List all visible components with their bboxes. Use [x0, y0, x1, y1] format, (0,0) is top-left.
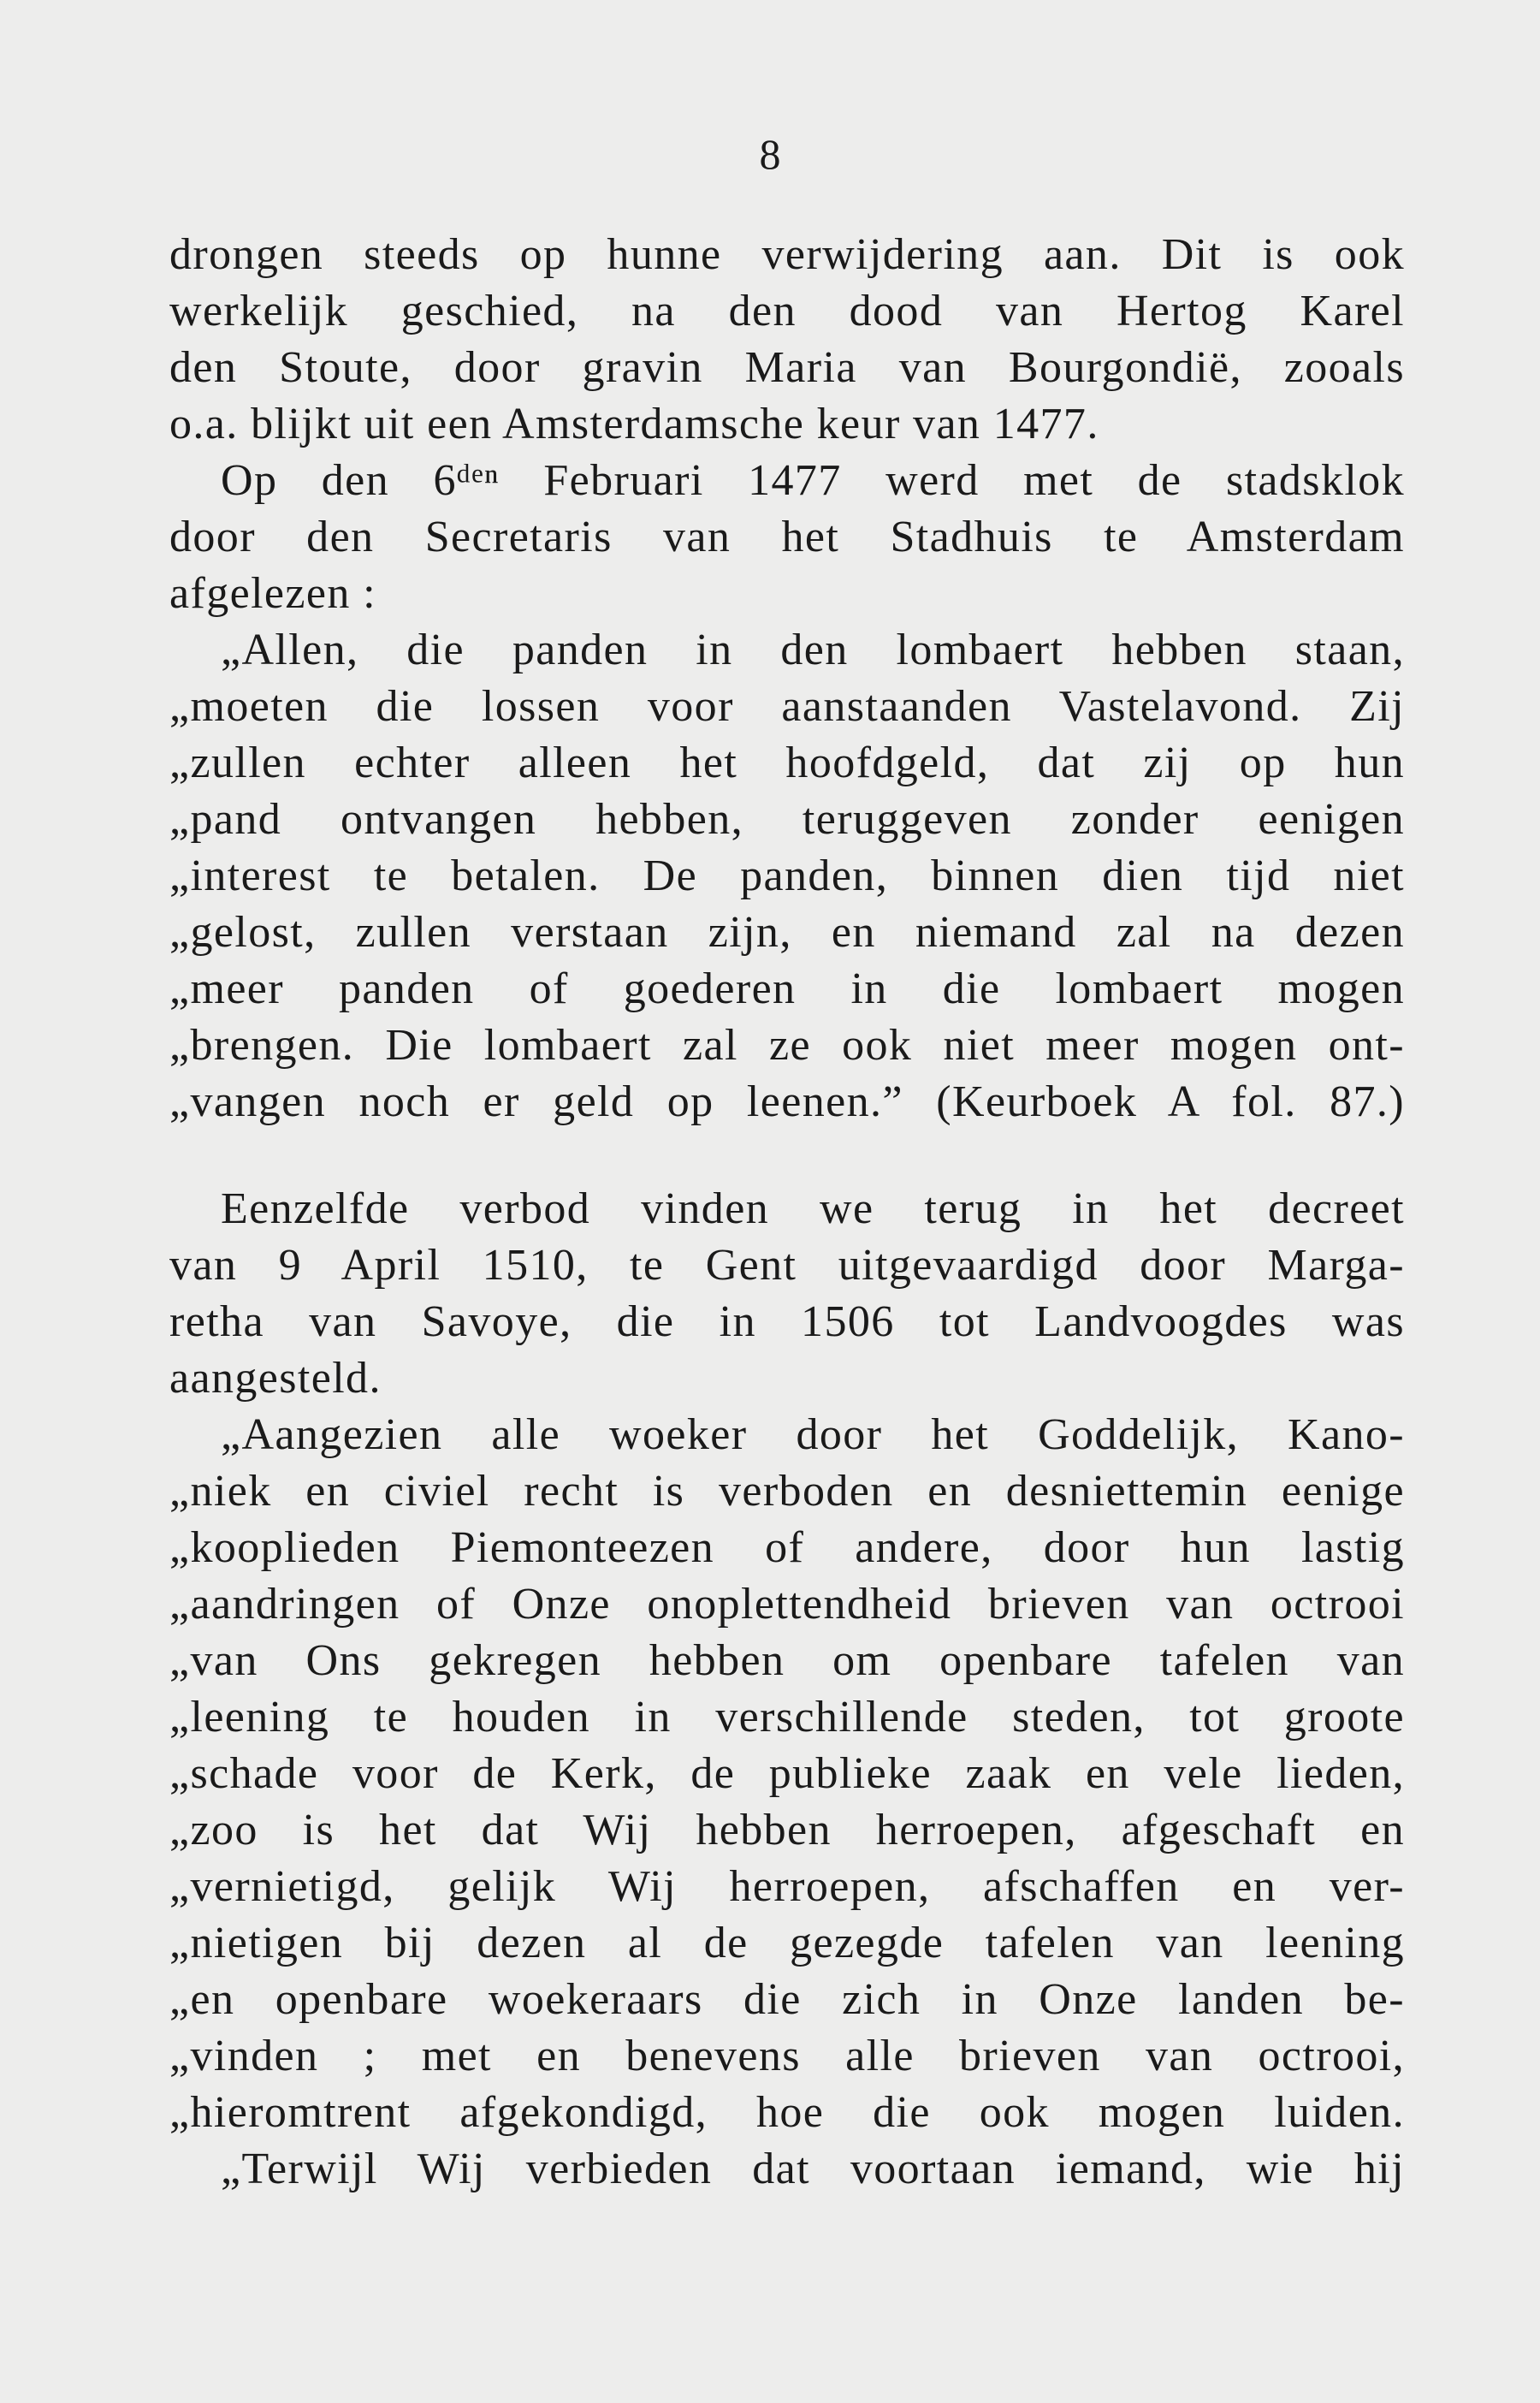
text-line: „zullen echter alleen het hoofdgeld, dat zij op hun: [169, 739, 1405, 787]
text-line: „pand ontvangen hebben, teruggeven zonder eenigen: [169, 795, 1405, 844]
text-line: „aandringen of Onze onoplettendheid brieven van octrooi: [169, 1580, 1405, 1629]
paragraph-block-keur: [169, 227, 1405, 1130]
text-line: „kooplieden Piemonteezen of andere, door hun lastig: [169, 1523, 1405, 1572]
text-line: o.a. blijkt uit een Amsterdamsche keur van 1477.: [169, 400, 1099, 448]
text-line: „brengen. Die lombaert zal ze ook niet meer mogen ont-: [169, 1021, 1405, 1070]
text-line: „Allen, die panden in den lombaert hebben staan,: [221, 626, 1405, 674]
text-line: den Stoute, door gravin Maria van Bourgondië, zooals: [169, 343, 1405, 392]
text-line: „niek en civiel recht is verboden en desniettemin eenige: [169, 1467, 1405, 1516]
text-line: „leening te houden in verschillende steden, tot groote: [169, 1693, 1405, 1741]
paragraph-block-decreet: [169, 1181, 1405, 2198]
text-line: „Terwijl Wij verbieden dat voortaan iemand, wie hij: [221, 2145, 1405, 2193]
text-line: „moeten die lossen voor aanstaanden Vastelavond. Zij: [169, 682, 1405, 731]
text-line: „vinden ; met en benevens alle brieven van octrooi,: [169, 2032, 1405, 2080]
text-line: „Aangezien alle woeker door het Goddelijk, Kano-: [221, 1410, 1405, 1459]
text-line: drongen steeds op hunne verwijdering aan. Dit is ook: [169, 230, 1405, 279]
text-line: retha van Savoye, die in 1506 tot Landvoogdes was: [169, 1297, 1405, 1346]
page-number: 8: [759, 130, 781, 178]
text-line: „en openbare woekeraars die zich in Onze landen be-: [169, 1975, 1405, 2024]
text-line: „nietigen bij dezen al de gezegde tafelen van leening: [169, 1919, 1405, 1967]
text-line: „vangen noch er geld op leenen.” (Keurboek A fol. 87.): [169, 1077, 1405, 1126]
text-line: „gelost, zullen verstaan zijn, en niemand zal na dezen: [169, 908, 1405, 957]
text-line: „schade voor de Kerk, de publieke zaak en vele lieden,: [169, 1749, 1405, 1798]
text-line: aangesteld.: [169, 1354, 382, 1403]
text-line: door den Secretaris van het Stadhuis te Amsterdam: [169, 513, 1405, 561]
text-line: afgelezen :: [169, 569, 377, 618]
text-line: „interest te betalen. De panden, binnen dien tijd niet: [169, 851, 1405, 900]
text-line: „hieromtrent afgekondigd, hoe die ook mogen luiden.: [169, 2088, 1405, 2137]
text-line: „meer panden of goederen in die lombaert mogen: [169, 964, 1405, 1013]
text-line: Eenzelfde verbod vinden we terug in het decreet: [221, 1184, 1405, 1233]
text-line: werkelijk geschied, na den dood van Hertog Karel: [169, 287, 1405, 335]
text-line: Op den 6ᵈᵉⁿ Februari 1477 werd met de stadsklok: [221, 456, 1405, 505]
text-line: „van Ons gekregen hebben om openbare tafelen van: [169, 1636, 1405, 1685]
text-line: van 9 April 1510, te Gent uitgevaardigd door Marga-: [169, 1241, 1405, 1290]
text-line: „vernietigd, gelijk Wij herroepen, afschaffen en ver-: [169, 1862, 1405, 1911]
text-line: „zoo is het dat Wij hebben herroepen, afgeschaft en: [169, 1806, 1405, 1854]
